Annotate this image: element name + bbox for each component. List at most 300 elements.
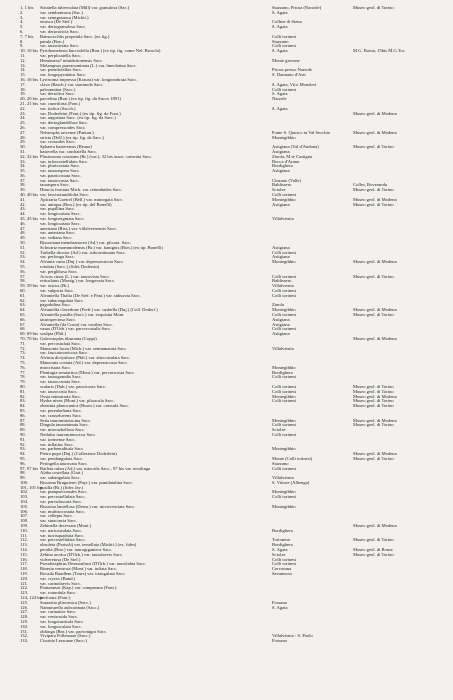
species-name: var. cryzos (Bund.) (40, 576, 76, 581)
row-number: 107. (20, 514, 29, 519)
row-number: 81. (20, 389, 26, 394)
species-name: Sphaera basterensis (Bruno) (40, 145, 92, 150)
locality: Villalvernia (272, 346, 294, 351)
row-number: 51. (20, 245, 26, 250)
species-name: Poutannsot (Kap.) var. compreana (Font.) (40, 586, 117, 591)
species-name: var. percostellulata Sacc. (40, 538, 86, 543)
row-number: 105. (20, 504, 29, 509)
species-name: Galeostoplas tiburiana (Coppi) (40, 336, 97, 341)
row-number: 77. (20, 370, 26, 375)
row-number: 26. (20, 125, 26, 130)
species-name: Rissoina lamellosa (Desm.) var. nicrovenciata Sacc. (40, 504, 136, 509)
row-number: 17. (20, 82, 26, 87)
species-name: etrusca (De Stef.) (40, 20, 73, 25)
row-number: 13. (20, 63, 26, 68)
species-name: Suarastia pliocenica (Sacc.) (40, 600, 91, 605)
row-number: 114. (20, 548, 28, 553)
locality: Colli torinesi (272, 495, 297, 500)
species-name: vulveretosa (De Stef.) (40, 557, 81, 562)
species-name: Pleningia semiartica (Mont.) var. pervaricosta Sacc. (40, 370, 136, 375)
locality: Montegibbio (272, 197, 296, 202)
row-number: 62. (20, 298, 26, 303)
row-number: 115. (20, 552, 28, 557)
species-name: var. acicus (Br.) (40, 284, 70, 289)
species-name: patula (Bon.) (40, 39, 65, 44)
species-name: pagodulina Sacc. (40, 303, 72, 308)
species-name: var. multisocostata Sacc. (40, 509, 86, 514)
species-name: var. Doderleini (Font.) (ex tip. fig. da Font.) (40, 111, 121, 116)
locality: Bordighera (272, 164, 293, 169)
row-number: 15. (20, 73, 26, 78)
locality: Sciolze (272, 428, 286, 433)
row-number: 7, 7 bis (20, 34, 34, 39)
collection: Museo geol. di Modena (353, 197, 397, 202)
species-name: var. fasciatovaricosa Sacc. (40, 351, 89, 356)
species-name: scalaris (Dub.) var. paucicosta Sacc. (40, 384, 107, 389)
row-number: 24. (20, 116, 26, 121)
collection: Museo geol. di Roma (353, 548, 393, 553)
species-name: Setia taurominotacina Sacc. (40, 418, 92, 423)
species-name: Plasiosoma costatum (Br.) (var.), 32 bis assoc. caesrina Sacc. (40, 154, 153, 159)
row-number: 133. (20, 639, 29, 644)
collection: Museo geol. di Torino (353, 313, 394, 317)
species-name: Striatella tuberculata (Mill) var. granulosa (Sac.) (40, 6, 130, 10)
row-number: 123. (20, 591, 29, 596)
species-name: var. pereubeliana Sacc. (40, 408, 83, 413)
species-name: Bainocochlis propetula Sacc. (ex fig.) (40, 34, 110, 39)
row-number: 14. (20, 68, 26, 73)
species-name: var. miocurbellosa Sacc. (40, 428, 85, 433)
locality: Stazzano (272, 39, 289, 44)
locality: S. Vittore (Albenga) (272, 480, 310, 485)
collection: Colles, Roveranda (353, 183, 387, 188)
locality: Sciolze (272, 552, 286, 557)
species-name: var. infracostellulata Sacc. (40, 159, 89, 164)
locality: Villalvernia (272, 217, 294, 222)
species-name: var. longoscalata Sacc. (40, 624, 82, 629)
species-name: var. percostellulata Sacc. (40, 495, 86, 500)
species-name: Vivipara Pollenarae (Sacc.) (40, 634, 91, 639)
row-number: 52. (20, 250, 26, 255)
row-number: 2. (20, 10, 24, 15)
row-number: 49. (20, 236, 26, 241)
species-name: Alaba costellata (Grat.) (40, 471, 83, 476)
species-name: peralta (Bon.) var. taurogiganteor Sacc. (40, 548, 113, 553)
species-name: Hiascia frontata Mich. var. retundaides Sacc. (40, 188, 123, 193)
species-name: var. antiqua (Bon.) (ex tip. del Bonelli) (40, 202, 112, 207)
row-number: 48. (20, 231, 26, 236)
row-number: 60. (20, 289, 26, 294)
row-number: 124, 124 bis (20, 596, 43, 601)
row-number: 111. (20, 533, 28, 538)
species-name: var. taurograndis Sacc. (40, 375, 82, 380)
row-number: 44. (20, 212, 26, 217)
collection: Museo geol. di Modena (353, 452, 397, 457)
row-number: 6. (20, 29, 24, 34)
species-name: Turbella dicotor (Ad.) var. subcontinuata Sacc. (40, 250, 127, 255)
row-number: 21, 21 bis (20, 101, 38, 106)
locality: Colli torinesi (272, 289, 297, 294)
row-number: 28. (20, 135, 26, 140)
row-number: 75. (20, 360, 26, 365)
species-name: var. pumpseconsdes Sacc. (40, 490, 88, 495)
row-number: 35. (20, 169, 26, 174)
row-number: 109. (20, 524, 29, 529)
species-name: var. crasseluvens Sacc. (40, 413, 83, 418)
locality: Stazzano (272, 461, 289, 466)
row-number: 11. (20, 53, 26, 58)
row-number: 83. (20, 399, 26, 404)
row-number: 61. (20, 293, 26, 298)
species-name: var. parbenuditula Sacc. (40, 447, 85, 452)
species-name: Alvaniella (da Costa) var. torribar Sacc. (40, 322, 114, 327)
row-number: 88. (20, 423, 26, 428)
collection: Museo geol. di Torino (353, 389, 394, 394)
species-name: Rocada Baudlem (Tours) var. triangulata Sacc. (40, 572, 126, 577)
row-number: 110. (20, 528, 28, 533)
collection: Museo geol. di Torino (353, 399, 394, 404)
locality: Colli torinesi (272, 87, 297, 92)
species-name: taurospectosa Sacc. (40, 317, 76, 322)
species-name: Dingula taurominuta Sacc. (40, 423, 90, 428)
locality: Fonte S. Quirico in Val Secchia (272, 130, 330, 135)
locality: Cervasana (272, 567, 292, 572)
locality: Monte (Colli torinesi) (272, 456, 313, 461)
species-name: Bissoniana membranacea (Ad.) var. plicara. Sacc. (40, 241, 132, 246)
species-name: var. perlonga Sacc. (40, 255, 75, 260)
collection: Museo geol. di Torino (353, 404, 394, 409)
row-number: 89. (20, 428, 26, 433)
species-name: Zebinella decessata (Mont.) (40, 524, 92, 529)
species-name: var. taurocostata Sacc. (40, 380, 82, 385)
locality: Montegibbio (272, 365, 296, 370)
species-name: var. longicuriata Sacc. (40, 212, 81, 217)
collection: Museo geol. di Torino (353, 538, 394, 543)
row-number: 20, 20 bis (20, 97, 38, 102)
locality: Sciolze (272, 188, 286, 193)
locality: Astigiana (272, 169, 290, 174)
species-name: Schwartz mommodensis (Br.) var. hanignis (Bon.) (ex tip. Bonelli) (40, 245, 163, 250)
species-name: Nebrosphs aricense (Pantan.) (40, 130, 94, 135)
locality: Montegibbio (272, 418, 296, 423)
row-number: 121. (20, 581, 29, 586)
row-number: 55. (20, 265, 26, 270)
row-number: 85. (20, 408, 26, 413)
species-name: reticulatus (Montg.) var. longovata Sacc. (40, 279, 115, 284)
row-number: 132. (20, 634, 29, 639)
row-number: 29. (20, 140, 26, 145)
species-name: anteriana (Riss.) var. villalvernensis Sacc. (40, 226, 117, 231)
row-number: 96. (20, 461, 26, 466)
row-number: 74. (20, 356, 26, 361)
row-number: 69, 69 bis (20, 332, 38, 337)
species-name: var. cellepta Sacc. (40, 514, 74, 519)
locality: S. Agata (272, 10, 288, 15)
collection: Museo geol. di Torino (353, 456, 394, 461)
locality: Colli torinesi (272, 557, 297, 562)
locality: S. Agata, Vico Mondovì (272, 82, 317, 87)
species-name: rotulata (Sacc.) (fides Dodersin) (40, 265, 100, 270)
locality: Montegibbio (272, 447, 296, 452)
row-number: 50. (20, 241, 26, 246)
row-number: 64. (20, 308, 26, 313)
row-number: 16, 16 bis (20, 77, 38, 82)
species-name: var. dertoliva Sacc. (40, 92, 76, 97)
row-number: 38. (20, 183, 26, 188)
row-number: 119. (20, 572, 28, 577)
locality: Montegibbio (272, 135, 296, 140)
locality: Montegibbio (272, 490, 296, 495)
row-number: 87. (20, 418, 26, 423)
species-name: oblonga (Brn.) var. parvonigra Sacc. (40, 629, 107, 634)
row-number: 54. (20, 260, 26, 265)
locality: Fossano (272, 600, 288, 605)
species-name: Alvaniella pusilla (Sacc.) var. exquisita Mont. (40, 313, 125, 317)
row-number: 95. (20, 456, 26, 461)
species-name: var. pseudofallax Sacc. (40, 68, 83, 73)
row-number: 90. (20, 432, 26, 437)
locality: Colli torinesi (272, 327, 297, 332)
row-number: 63. (20, 303, 26, 308)
row-number: 32, 32 bis (20, 154, 38, 159)
row-number: 72. (20, 346, 26, 351)
locality: Astigiana (272, 332, 290, 337)
row-number: 23. (20, 111, 26, 116)
species-name: var. pupillina Sacc. (40, 207, 76, 212)
species-name: var. inflatius Sacc. (40, 442, 74, 447)
locality: Monte giovane (272, 58, 300, 63)
collection: Museo geol. di Modena (353, 418, 397, 423)
collection: Museo geol. di Modena (353, 260, 397, 265)
species-name: var. dertostricta Sacc. (40, 29, 80, 34)
species-name: var. perglibosa Sacc. (40, 269, 78, 274)
locality: Priosa presso Narzole (272, 68, 313, 73)
species-name: Alvinia dictyubora (Phil.) var. altocostulata Sacc. (40, 356, 131, 361)
species-name: var. turrisquadrata Sacc. (40, 533, 85, 538)
species-name: var. carinatior Sacc. (40, 610, 77, 615)
locality: Montegibbio (272, 260, 296, 265)
species-name: paleonntina (Sacc.) (40, 87, 76, 92)
species-name: miocristata Sacc. (40, 365, 72, 370)
locality: Colli torinesi (272, 423, 297, 428)
species-name: var. naricostulata Sacc. (40, 528, 83, 533)
row-number: 86. (20, 413, 26, 418)
row-number: 108. (20, 519, 29, 524)
row-number: 128. (20, 615, 29, 620)
species-name: var. tauroaspera Sacc. (40, 169, 81, 174)
species-name: pusilla (Br.) (fides Jav.) (40, 485, 84, 490)
locality: S. Agata (272, 106, 288, 111)
collection: Museo geol. di Torino (353, 552, 394, 557)
row-number: 8. (20, 39, 24, 44)
collection: Museo geol. di Torino (353, 384, 394, 389)
row-number: 94. (20, 452, 26, 457)
row-number: 39. (20, 188, 26, 193)
species-name: var. subpicta Sacc. (40, 289, 75, 294)
row-number: 36. (20, 173, 26, 178)
locality: Colli torinesi (272, 384, 297, 389)
collection: Museo geol. di Torino (353, 274, 394, 279)
row-number: 59, 59 bis (20, 284, 38, 289)
row-number: 66. (20, 317, 26, 322)
locality: Astigiana (272, 255, 290, 260)
row-number: 27. (20, 130, 26, 135)
species-name: var. rotundula Sacc. (40, 591, 77, 596)
locality: S. Agata (272, 605, 288, 610)
locality: Stazzano, Priosa (Narzole) (272, 6, 322, 10)
row-number: 102. (20, 490, 29, 495)
row-number: 47. (20, 226, 26, 231)
species-name: Apiciaria Gueirel (Bell.) var. minorgata Sacc. (40, 197, 124, 202)
row-number: 12. (20, 58, 26, 63)
locality: Colli torinesi (272, 466, 297, 471)
locality: Bordighera (272, 370, 293, 375)
species-name: var. percostulata Sacc. (40, 341, 82, 346)
row-number: 4. (20, 20, 24, 25)
row-number: 122. (20, 586, 29, 591)
species-name: Pyrohomeinsia bucciolella (Bon.) (ex tip. fig. come Nel. Broschi) (40, 49, 161, 54)
locality: Colli torinesi (272, 432, 297, 437)
collection: Museo geol. di Torino (353, 6, 394, 10)
species-name: Rissoina Bruguierei (Payr.) var. pumilatalina Sacc. (40, 480, 134, 485)
row-number: 57. (20, 274, 26, 279)
collection: Museo geol. di Modena (353, 524, 397, 529)
row-number: 93. (20, 447, 26, 452)
row-number: 80. (20, 384, 26, 389)
species-name: Alvaniella Thalia (De Stef. e Pant.) var. subsovia Sacc. (40, 293, 141, 298)
collection: Museo geol. di Modena (353, 394, 397, 399)
locality: Zinola (272, 303, 284, 308)
row-number: 127. (20, 610, 29, 615)
locality: Astigiana (272, 245, 290, 250)
row-number: 53. (20, 255, 26, 260)
locality: Colli torinesi (272, 274, 297, 279)
species-name: Melampsus praeacuminata (L.) var. lineolatina Sacc. (40, 63, 137, 68)
row-number: 19. (20, 92, 26, 97)
locality: S. Agata (272, 49, 288, 54)
locality: Villalvernia - S. Paolo (272, 634, 313, 639)
species-name: Manzonia costata (Ad.) var. depressicosta Sacc. (40, 360, 128, 365)
locality: Villalvernia (272, 284, 294, 289)
row-number: 34. (20, 164, 26, 169)
collection: Museo geol. di Modena (353, 336, 397, 341)
list-item (20, 639, 440, 644)
row-number: 76. (20, 365, 26, 370)
locality: S. Agata (272, 548, 288, 553)
row-number: 129. (20, 620, 29, 624)
collection: Museo geol. di Modena (353, 308, 397, 313)
row-number: 42. (20, 202, 26, 207)
locality: Colli torinesi (272, 193, 297, 198)
row-number: 45, 45 bis (20, 217, 38, 222)
row-number: 126. (20, 605, 29, 610)
row-number: 100. (20, 480, 29, 485)
row-number: 120. (20, 576, 29, 581)
locality: Montegibbio (272, 504, 296, 509)
species-name: Barleia rubra (Ad.) var. miocalis Sacc., 97 bis var. nivalinga (40, 466, 151, 471)
species-name: Zebina arctica (D'Orb.) var. taurolaevis Sacc. (40, 552, 123, 557)
row-number: 71. (20, 341, 26, 346)
species-name: Alvania curta (Duj.) var. depressecincta Sacc. (40, 260, 124, 265)
species-name: var. ventrosida Sacc. (40, 615, 79, 620)
specimen-list (20, 6, 440, 644)
species-name: Alvaniella clavedone (Forb.) var. cusbella (Duj.) (Coll. Doderl.) (40, 308, 158, 313)
row-number: 67. (20, 322, 26, 327)
locality: Colli torinesi (272, 375, 297, 380)
locality: Montegibbio (272, 394, 296, 399)
row-number: 113. (20, 543, 28, 548)
species-name: stricta (Dell.) (ex tip. fig. da Sacc.) (40, 135, 105, 140)
locality: Baldissero (272, 279, 292, 284)
species-name: obesinia planocanica (Bosm.) var. crassula Sacc. (40, 404, 130, 409)
row-number: 103. (20, 495, 29, 500)
species-name: Acicus cinus (L.) var. taurovista Sacc. (40, 274, 110, 279)
species-name: var. pluricostata Sacc. (40, 164, 81, 169)
row-number: 3. (20, 15, 24, 20)
row-number: 130. (20, 624, 29, 629)
row-number: 18. (20, 87, 26, 92)
species-name: Peringella taurovata Sacc. (40, 461, 88, 466)
species-name: parcelina (Bon.) (ex tip. fig. da Sacco 1891) (40, 97, 121, 102)
row-number: 79. (20, 380, 26, 385)
locality: Astigiana (272, 317, 290, 322)
locality: Astigiana (272, 202, 290, 207)
row-number: 31. (20, 149, 26, 154)
row-number: 112. (20, 538, 28, 543)
row-number: 131. (20, 629, 29, 634)
collection: Museo geol. di Torino (353, 145, 394, 150)
locality: Narzole (272, 97, 287, 102)
row-number: 91. (20, 437, 26, 442)
species-name: var. longiseigmata Sacc. (40, 217, 85, 222)
species-name: var. sembramosa (Sac.) (40, 10, 83, 15)
species-name: clava (Basch.) var. taurinoda Sacc. (40, 82, 104, 87)
species-name: perforata (Font.) (40, 596, 71, 601)
species-name: var. pendangulata Sacc. (40, 456, 84, 461)
species-name: var. taurocrassa Sacc. (40, 178, 80, 183)
species-name: var. crossides Sacc. (40, 140, 76, 145)
species-name: var. subacingulata Sacc. (40, 298, 85, 303)
species-name: var. parvufuscata Sacc. (40, 500, 83, 505)
collection: Museo geol. di Torino (353, 202, 394, 207)
row-number: 5. (20, 25, 24, 30)
locality: Colli torinesi (272, 44, 297, 49)
row-number: 101, 101 bis (20, 485, 43, 490)
collection: Museo geol. di Torino (353, 423, 394, 428)
row-number: 118. (20, 567, 28, 572)
locality: Villalvernia (272, 476, 294, 481)
species-name: tauraspera Sacc. (40, 183, 70, 188)
locality: Fossano (272, 639, 288, 644)
locality: Bordighera (272, 528, 293, 533)
row-number: 104. (20, 500, 29, 505)
locality: Baldissero (272, 183, 292, 188)
row-number: 116. (20, 557, 28, 562)
row-number: 30. (20, 145, 26, 150)
locality: Zinola, M.te Castigna (272, 154, 313, 159)
species-name: var. taurocosta Sacc. (40, 389, 78, 394)
row-number: 22. (20, 106, 26, 111)
row-number: 68. (20, 327, 26, 332)
row-number: 78. (20, 375, 26, 380)
row-number: 41. (20, 197, 26, 202)
species-name: basterella var. sinchatella Sacc. (40, 149, 98, 154)
species-name: var. dertoglandiflora Sacc. (40, 121, 89, 126)
species-name: var. augustata Sacc. (ex tip. fig. da Sacc.) (40, 116, 116, 121)
row-number: 58. (20, 279, 26, 284)
row-number: 84. (20, 404, 26, 409)
species-name: var. carinolaevis Sacc. (40, 581, 82, 586)
